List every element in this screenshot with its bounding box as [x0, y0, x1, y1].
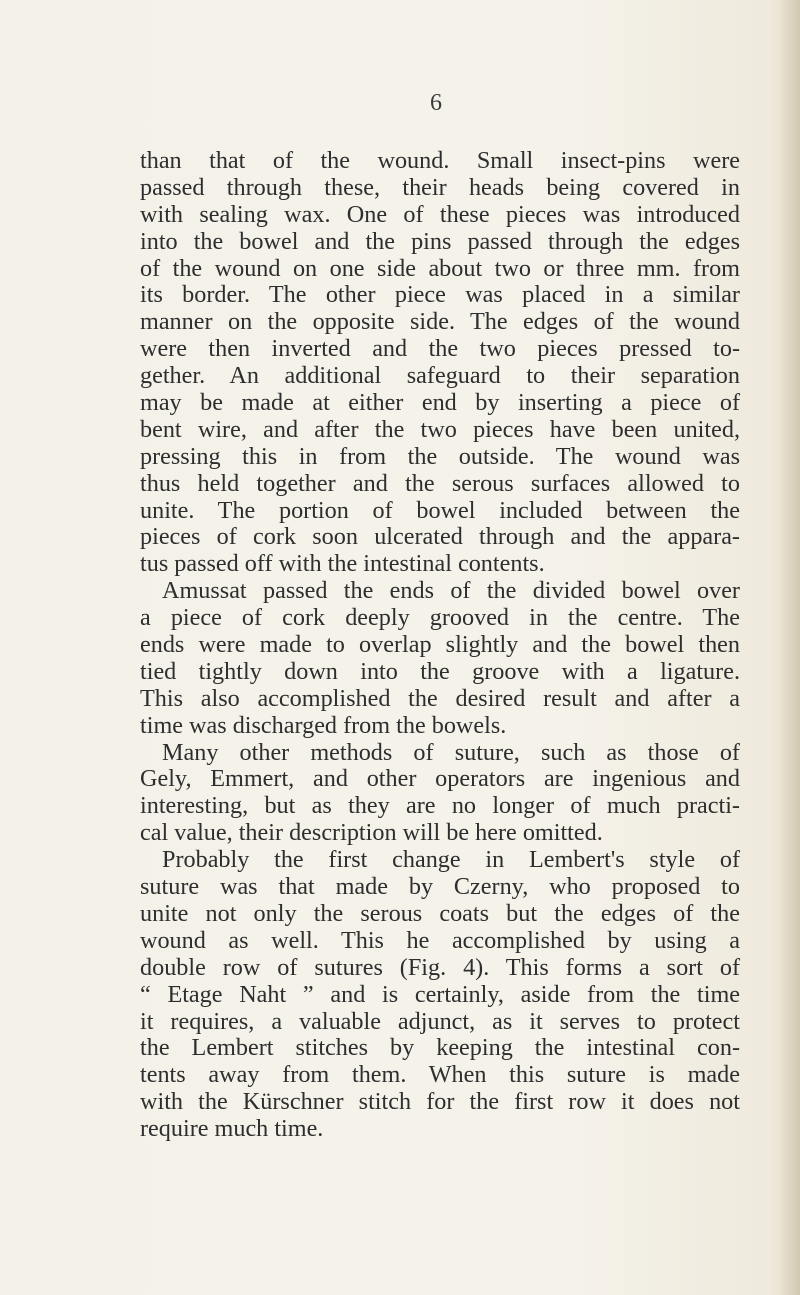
text-line: manner on the opposite side. The edges of the wound — [140, 308, 740, 336]
text-line: than that of the wound. Small insect-pins were — [140, 147, 740, 174]
text-line: tents away from them. When this suture is made — [140, 1061, 740, 1089]
text-line: require much time. — [140, 1115, 324, 1143]
text-line: into the bowel and the pins passed through the edges — [140, 227, 740, 255]
text-line: tied tightly down into the groove with a ligature. — [140, 657, 740, 685]
text-line: ends were made to overlap slightly and the bowel then — [140, 631, 740, 659]
text-line: interesting, but as they are no longer of much practi- — [140, 792, 740, 820]
text-line: the Lembert stitches by keeping the intestinal con- — [140, 1034, 740, 1062]
text-line: Probably the first change in Lembert's style of — [162, 846, 740, 874]
page-edge-shadow — [778, 0, 800, 1295]
text-line: its border. The other piece was placed in a similar — [140, 281, 740, 309]
text-line: Gely, Emmert, and other operators are ingenious and — [140, 765, 740, 793]
text-line: of the wound on one side about two or three mm. from — [140, 254, 740, 282]
text-line: it requires, a valuable adjunct, as it serves to protect — [140, 1007, 740, 1035]
text-line: gether. An additional safeguard to their separation — [140, 362, 740, 390]
body-text — [140, 148, 740, 1143]
text-line: pieces of cork soon ulcerated through and the appara- — [140, 523, 740, 551]
page-number: 6 — [430, 90, 442, 116]
text-line: with the Kürschner stitch for the first row it does not — [140, 1088, 740, 1116]
text-line: tus passed off with the intestinal contents. — [140, 550, 545, 578]
text-line: wound as well. This he accomplished by using a — [140, 926, 740, 954]
text-line: were then inverted and the two pieces pressed to- — [140, 335, 740, 363]
text-line: a piece of cork deeply grooved in the centre. The — [140, 604, 740, 632]
text-line: double row of sutures (Fig. 4). This forms a sort of — [140, 953, 740, 981]
text-line: unite. The portion of bowel included between the — [140, 496, 740, 524]
text-line: Many other methods of suture, such as those of — [162, 738, 740, 766]
text-line: pressing this in from the outside. The wound was — [140, 442, 740, 470]
text-line: with sealing wax. One of these pieces was introduced — [140, 200, 740, 228]
text-line: passed through these, their heads being covered in — [140, 173, 740, 201]
text-line: Amussat passed the ends of the divided bowel over — [162, 577, 740, 605]
text-line: “ Etage Naht ” and is certainly, aside from the time — [140, 980, 740, 1008]
text-line: may be made at either end by inserting a piece of — [140, 389, 740, 417]
text-line: cal value, their description will be here omitted. — [140, 819, 603, 847]
text-line: time was discharged from the bowels. — [140, 711, 507, 739]
text-line: suture was that made by Czerny, who proposed to — [140, 873, 740, 901]
text-line: bent wire, and after the two pieces have been united, — [140, 415, 740, 443]
text-line: thus held together and the serous surfaces allowed to — [140, 469, 740, 497]
text-line: This also accomplished the desired result and after a — [140, 684, 740, 712]
text-line: unite not only the serous coats but the edges of the — [140, 899, 740, 927]
